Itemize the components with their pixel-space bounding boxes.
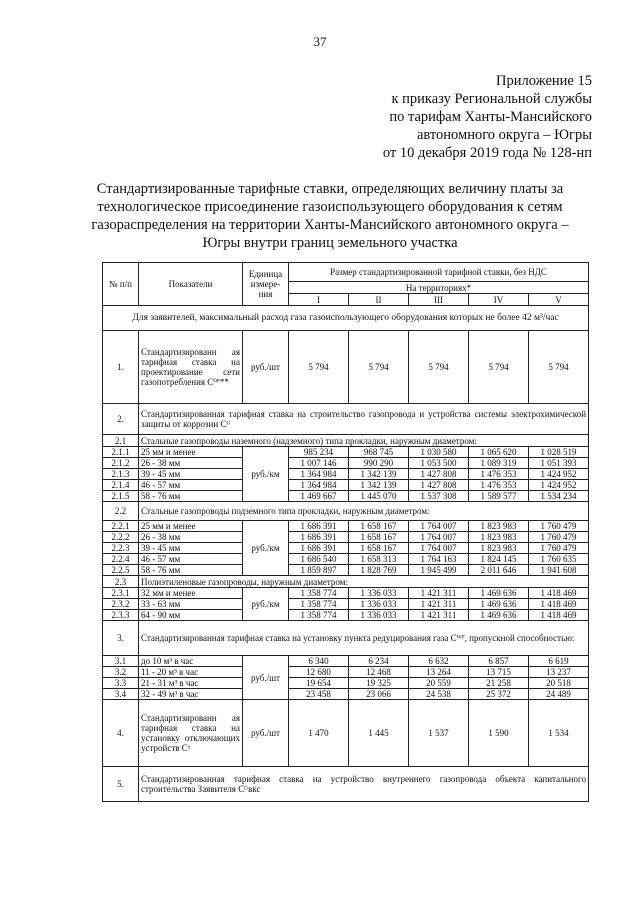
value-cell: 1 823 983 [469,543,529,554]
value-cell: 1 053 500 [409,458,469,469]
group-row [103,435,589,447]
row-num: 5. [103,767,139,802]
value-cell: 5 794 [529,331,589,404]
row-num: 2.3.2 [103,599,139,610]
header-num: № п/п [103,263,139,306]
value-cell: 1 427 808 [409,469,469,480]
value-cell: 1 469 667 [289,491,349,502]
table-row [103,543,589,554]
row-num: 3.4 [103,689,139,700]
row-diameter: 39 - 45 мм [139,469,243,480]
row-diameter: 26 - 38 мм [139,458,243,469]
value-cell: 1 859 897 [289,565,349,576]
table-row [103,491,589,502]
row-diameter: 64 - 90 мм [139,610,243,621]
row-label: Стандартизированн ая тарифная ставка на установку отключающих устройств Сᶻ [139,700,243,767]
value-cell: 13 237 [529,667,589,678]
row-num: 2.2.5 [103,565,139,576]
row-label: Стандартизированная тарифная ставка на строительство газопровода и устройства системы электрохимической защиты от коррозии Сᴳ [139,404,589,435]
value-cell: 1 424 952 [529,480,589,491]
header-territory-2: II [349,294,409,306]
row-num: 2.1.4 [103,480,139,491]
value-cell: 13 264 [409,667,469,678]
row-num: 2.2.2 [103,532,139,543]
table-row [103,565,589,576]
row-capacity: 32 - 49 м³ в час [139,689,243,700]
value-cell: 6 632 [409,656,469,667]
value-cell: 5 794 [469,331,529,404]
row-num: 2. [103,404,139,435]
value-cell: 1 686 391 [289,521,349,532]
header-territory-4: IV [469,294,529,306]
value-cell: 1 418 469 [529,610,589,621]
group-label: Стальные газопроводы наземного (надземного) типа прокладки, наружным диаметром: [139,435,589,447]
value-cell: 1 823 983 [469,521,529,532]
value-cell: 1 760 479 [529,532,589,543]
value-cell: 6 234 [349,656,409,667]
value-cell: 1 824 145 [469,554,529,565]
tariff-table [102,262,589,802]
value-cell: 6 619 [529,656,589,667]
group-row [103,502,589,521]
row-unit: руб./шт [243,656,289,700]
value-cell: 5 794 [289,331,349,404]
value-cell: 1 760 479 [529,543,589,554]
value-cell: 1 028 519 [529,447,589,458]
row-unit: руб./км [243,521,289,576]
value-cell: 1 476 353 [469,469,529,480]
value-cell: 1 534 [529,700,589,767]
table-row [103,404,589,435]
row-label: Стандартизированн ая тарифная ставка на проектирование сети газопотребления С⁰ᴾ** [139,331,243,404]
group-label: Полиэтиленовые газопроводы, наружным диаметром: [139,576,589,588]
row-unit: руб./км [243,447,289,502]
table-row [103,532,589,543]
row-diameter: 46 - 57 мм [139,480,243,491]
table-row [103,554,589,565]
value-cell: 23 458 [289,689,349,700]
value-cell: 13 715 [469,667,529,678]
value-cell: 2 011 646 [469,565,529,576]
header-territories: На территориях* [289,282,589,294]
value-cell: 1 469 636 [469,588,529,599]
value-cell: 1 427 808 [409,480,469,491]
header-size: Размер стандартизированной тарифной ставки, без НДС [289,263,589,282]
row-unit: руб./шт [243,331,289,404]
header-unit: Единица измере-ния [243,263,289,306]
row-diameter: 58 - 76 мм [139,491,243,502]
value-cell: 1 336 033 [349,588,409,599]
row-unit: руб./шт [243,700,289,767]
value-cell: 1 421 311 [409,599,469,610]
row-num: 3. [103,621,139,656]
value-cell: 1 764 163 [409,554,469,565]
document-title: Стандартизированные тарифные ставки, определяющих величину платы за технологическое присоединение газоиспользующего оборудования к сетям газораспределения на территории Ханты-Мансийского автономного округа – Югры внутри границ земельного участка [91,181,569,251]
value-cell: 1 421 311 [409,610,469,621]
value-cell: 1 358 774 [289,599,349,610]
value-cell: 968 745 [349,447,409,458]
value-cell: 1 065 620 [469,447,529,458]
value-cell: 12 680 [289,667,349,678]
value-cell: 1 658 167 [349,543,409,554]
row-diameter: 25 мм и менее [139,447,243,458]
value-cell: 1 445 [349,700,409,767]
value-cell: 1 828 769 [349,565,409,576]
table-row [103,599,589,610]
appendix-line: Приложение 15 [496,73,592,89]
row-num: 3.3 [103,678,139,689]
value-cell: 25 372 [469,689,529,700]
value-cell: 1 445 070 [349,491,409,502]
row-num: 2.1.1 [103,447,139,458]
table-row [103,667,589,678]
row-num: 3.1 [103,656,139,667]
table-row [103,767,589,802]
table-row [103,678,589,689]
value-cell: 1 421 311 [409,588,469,599]
value-cell: 1 658 167 [349,532,409,543]
value-cell: 20 518 [529,678,589,689]
row-num: 2.3 [103,576,139,588]
value-cell: 990 290 [349,458,409,469]
row-num: 2.1.3 [103,469,139,480]
value-cell: 24 489 [529,689,589,700]
value-cell: 1 658 313 [349,554,409,565]
table-row [103,656,589,667]
value-cell: 5 794 [349,331,409,404]
row-num: 2.3.1 [103,588,139,599]
header-territory-3: III [409,294,469,306]
value-cell: 1 590 [469,700,529,767]
table-row [103,458,589,469]
value-cell: 1 476 353 [469,480,529,491]
value-cell: 1 941 608 [529,565,589,576]
row-num: 2.1 [103,435,139,447]
table-row [103,689,589,700]
row-diameter: 33 - 63 мм [139,599,243,610]
value-cell: 24 538 [409,689,469,700]
row-label: Стандартизированная тарифная ставка на установку пункта редуцирования газа Сᵂᴾ, пропускной способностью: [139,621,589,656]
table-row [103,480,589,491]
row-num: 1. [103,331,139,404]
value-cell: 1 358 774 [289,588,349,599]
value-cell: 1 342 139 [349,469,409,480]
value-cell: 1 760 479 [529,521,589,532]
value-cell: 1 764 007 [409,532,469,543]
value-cell: 21 258 [469,678,529,689]
row-num: 3.2 [103,667,139,678]
value-cell: 1 470 [289,700,349,767]
value-cell: 1 658 167 [349,521,409,532]
value-cell: 1 764 007 [409,543,469,554]
table-row [103,700,589,767]
value-cell: 12 468 [349,667,409,678]
row-capacity: 11 - 20 м³ в час [139,667,243,678]
value-cell: 1 089 319 [469,458,529,469]
row-capacity: до 10 м³ в час [139,656,243,667]
value-cell: 1 051 393 [529,458,589,469]
row-num: 2.3.3 [103,610,139,621]
row-num: 4. [103,700,139,767]
value-cell: 1 537 308 [409,491,469,502]
row-num: 2.2.4 [103,554,139,565]
value-cell: 1 364 984 [289,469,349,480]
value-cell: 6 340 [289,656,349,667]
value-cell: 1 760 635 [529,554,589,565]
value-cell: 1 336 033 [349,610,409,621]
value-cell: 1 358 774 [289,610,349,621]
table-row [103,588,589,599]
appendix-line: по тарифам Ханты-Мансийского [389,109,592,125]
row-diameter: 58 - 76 мм [139,565,243,576]
value-cell: 1 686 540 [289,554,349,565]
value-cell: 1 469 636 [469,610,529,621]
value-cell: 1 424 952 [529,469,589,480]
row-diameter: 46 - 57 мм [139,554,243,565]
value-cell: 1 342 139 [349,480,409,491]
value-cell: 1 030 580 [409,447,469,458]
row-num: 2.1.2 [103,458,139,469]
table-row [103,610,589,621]
row-diameter: 32 мм и менее [139,588,243,599]
row-num: 2.2.3 [103,543,139,554]
value-cell: 1 823 983 [469,532,529,543]
row-label: Стандартизированная тарифная ставка на устройство внутреннего газопровода объекта капитального строительства Заявителя Сᴳвкс [139,767,589,802]
value-cell: 1 686 391 [289,532,349,543]
table-row [103,621,589,656]
value-cell: 1 364 984 [289,480,349,491]
value-cell: 1 007 146 [289,458,349,469]
row-diameter: 39 - 45 мм [139,543,243,554]
value-cell: 1 534 234 [529,491,589,502]
header-territory-5: V [529,294,589,306]
group-row [103,576,589,588]
value-cell: 1 589 577 [469,491,529,502]
value-cell: 1 336 033 [349,599,409,610]
row-num: 2.2 [103,502,139,521]
row-num: 2.1.5 [103,491,139,502]
row-diameter: 26 - 38 мм [139,532,243,543]
appendix-line: к приказу Региональной службы [391,91,592,107]
header-indicator: Показатели [139,263,243,306]
value-cell: 6 857 [469,656,529,667]
value-cell: 985 234 [289,447,349,458]
section-label: Для заявителей, максимальный расход газа газоиспользующего оборудования которых не более 42 м³/час [103,306,589,331]
value-cell: 23 066 [349,689,409,700]
value-cell: 19 325 [349,678,409,689]
row-num: 2.2.1 [103,521,139,532]
value-cell: 1 945 499 [409,565,469,576]
header-row [103,263,589,282]
value-cell: 1 686 391 [289,543,349,554]
table-row [103,521,589,532]
value-cell: 19 654 [289,678,349,689]
section-row [103,306,589,331]
value-cell: 1 418 469 [529,588,589,599]
page-number: 37 [313,34,327,49]
value-cell: 1 469 636 [469,599,529,610]
table-row [103,447,589,458]
value-cell: 1 537 [409,700,469,767]
value-cell: 5 794 [409,331,469,404]
header-territory-1: I [289,294,349,306]
table-row [103,331,589,404]
table-row [103,469,589,480]
appendix-line: автономного округа – Югры [416,127,592,143]
group-label: Стальные газопроводы подземного типа прокладки, наружным диаметром: [139,502,589,521]
row-capacity: 21 - 31 м³ в час [139,678,243,689]
value-cell: 1 764 007 [409,521,469,532]
appendix-line: от 10 декабря 2019 года № 128-нп [382,145,592,161]
appendix-header [383,72,592,162]
row-diameter: 25 мм и менее [139,521,243,532]
value-cell: 1 418 469 [529,599,589,610]
row-unit: руб./км [243,588,289,621]
value-cell: 20 559 [409,678,469,689]
